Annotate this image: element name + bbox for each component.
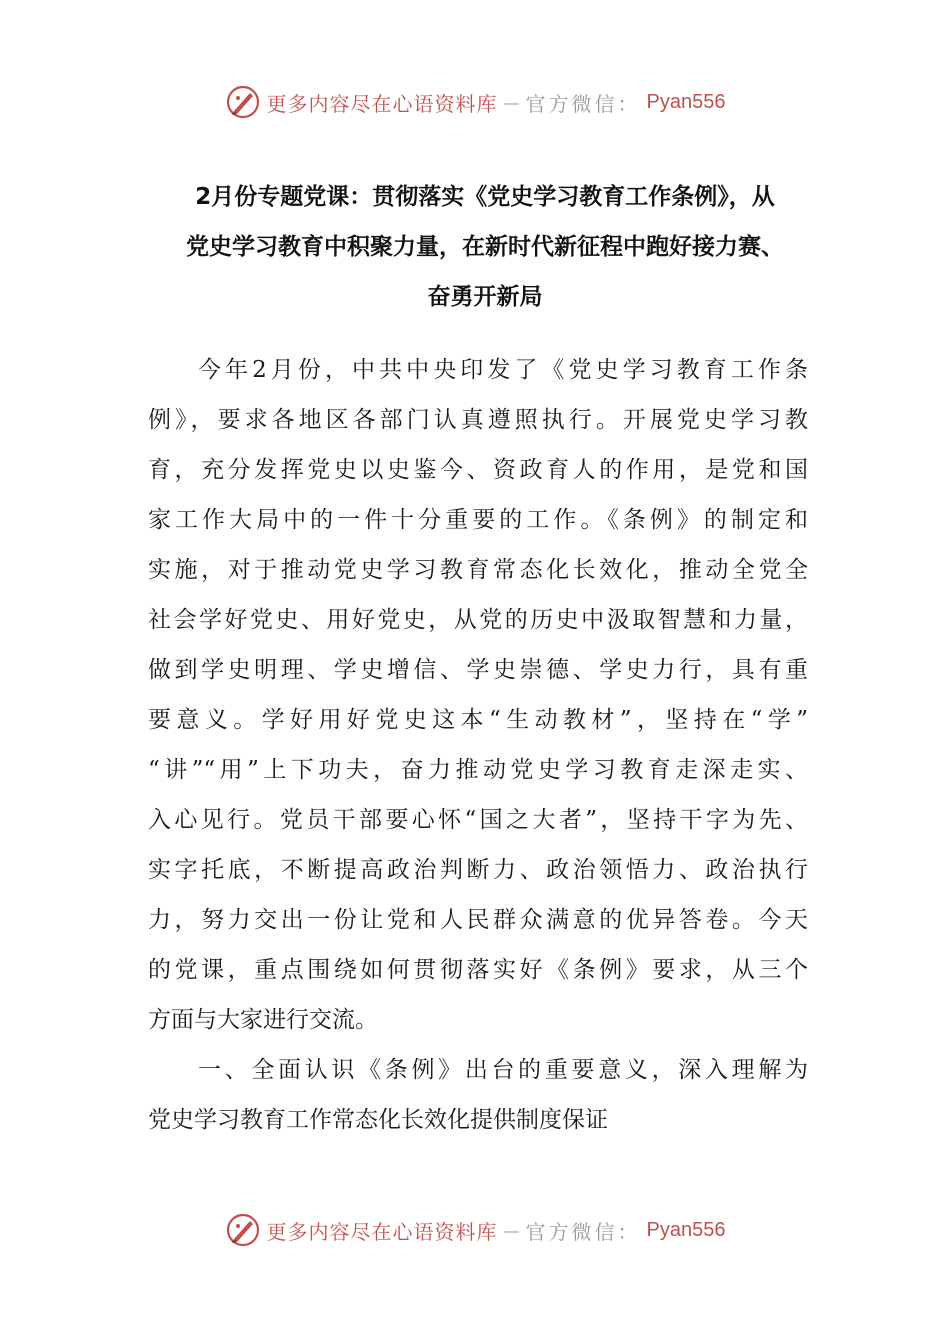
paragraph-line: 实施，对于推动党史学习教育常态化长效化，推动全党全	[148, 557, 808, 583]
watermark-text: 更多内容尽在心语资料库	[266, 1219, 498, 1244]
pen-logo-icon	[225, 1212, 261, 1248]
watermark-separator: —	[503, 1220, 520, 1240]
watermark-official-label: 官方微信：	[525, 1219, 641, 1244]
watermark-wechat-id: Pyan556	[646, 1218, 726, 1241]
paragraph-line: 方面与大家进行交流。	[148, 1007, 378, 1033]
pen-logo-icon	[225, 84, 261, 120]
paragraph-line: “讲”“用”上下功夫，奋力推动党史学习教育走深走实、	[148, 757, 808, 783]
paragraph-line: 做到学史明理、学史增信、学史崇德、学史力行，具有重	[148, 657, 808, 683]
paragraph-line: 的党课，重点围绕如何贯彻落实好《条例》要求，从三个	[148, 957, 808, 983]
paragraph-line: 今年2月份，中共中央印发了《党史学习教育工作条	[198, 357, 808, 383]
title-line: 奋勇开新局	[427, 284, 543, 310]
watermark-official-label: 官方微信：	[525, 91, 641, 116]
watermark-wechat-id: Pyan556	[646, 90, 726, 113]
watermark-separator: —	[503, 92, 520, 112]
paragraph-line: 家工作大局中的一件十分重要的工作。《条例》的制定和	[148, 507, 808, 533]
paragraph-line: 例》，要求各地区各部门认真遵照执行。开展党史学习教	[148, 407, 808, 433]
watermark-footer	[0, 1208, 950, 1252]
paragraph-line: 入心见行。党员干部要心怀“国之大者”，坚持干字为先、	[148, 807, 808, 833]
document-body	[148, 345, 808, 1145]
paragraph-line: 社会学好党史、用好党史，从党的历史中汲取智慧和力量，	[148, 607, 808, 633]
watermark-text: 更多内容尽在心语资料库	[266, 91, 498, 116]
paragraph-line: 要意义。学好用好党史这本“生动教材”，坚持在“学”	[148, 707, 808, 733]
title-line: 党史学习教育中积聚力量，在新时代新征程中跑好接力赛、	[186, 234, 784, 260]
section-heading-line: 一、全面认识《条例》出台的重要意义，深入理解为	[198, 1057, 808, 1083]
document-title	[140, 172, 830, 322]
paragraph-line: 实字托底，不断提高政治判断力、政治领悟力、政治执行	[148, 857, 808, 883]
paragraph-line: 力，努力交出一份让党和人民群众满意的优异答卷。今天	[148, 907, 808, 933]
watermark-header	[0, 80, 950, 124]
section-heading-line: 党史学习教育工作常态化长效化提供制度保证	[148, 1107, 608, 1133]
paragraph-line: 育，充分发挥党史以史鉴今、资政育人的作用，是党和国	[148, 457, 808, 483]
title-line: 2月份专题党课：贯彻落实《党史学习教育工作条例》，从	[195, 184, 775, 210]
